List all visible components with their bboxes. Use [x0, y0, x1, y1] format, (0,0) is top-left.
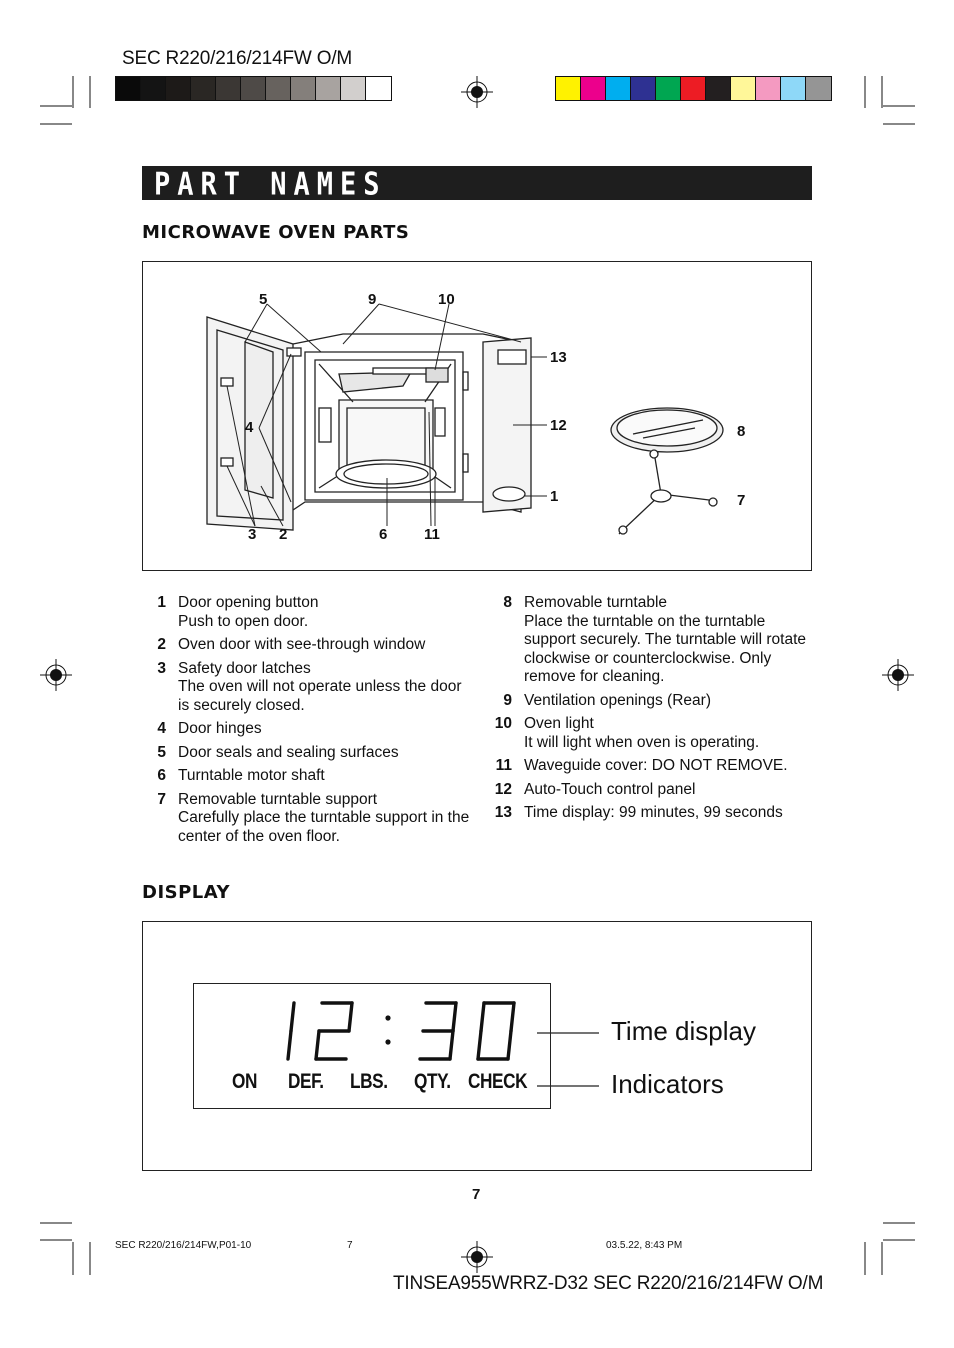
callout-10: 10 — [438, 291, 455, 308]
part-name: Door hinges — [178, 720, 262, 737]
indicator-qty: QTY. — [414, 1070, 451, 1093]
indicators-label: Indicators — [611, 1069, 724, 1099]
indicator-check: CHECK — [468, 1070, 528, 1093]
footer-document-code: TINSEA955WRRZ-D32 SEC R220/216/214FW O/M — [393, 1273, 824, 1294]
part-item — [142, 594, 472, 631]
part-name: Safety door latches — [178, 659, 311, 677]
part-number: 8 — [503, 594, 512, 611]
part-name: Door opening button — [178, 594, 319, 611]
lcd-digit — [316, 1003, 352, 1059]
footer-timestamp: 03.5.22, 8:43 PM — [606, 1240, 683, 1251]
section-heading-parts: MICROWAVE OVEN PARTS — [142, 222, 410, 243]
part-description: Carefully place the turntable support in the center of the oven floor. — [178, 809, 470, 845]
crop-mark-bottom-right — [865, 1223, 915, 1275]
callout-13: 13 — [550, 349, 567, 366]
lcd-indicators — [232, 1070, 542, 1096]
oven-parts-figure — [142, 261, 812, 571]
part-item — [488, 692, 813, 711]
part-name: Ventilation openings (Rear) — [524, 691, 711, 709]
crop-mark-top-left — [40, 76, 90, 124]
callout-leaders — [533, 1022, 603, 1092]
part-description: Place the turntable on the turntable support securely. The turntable will rotate clockwise or counterclockwise. Only remove for cleaning. — [524, 612, 807, 685]
section-heading-display: DISPLAY — [142, 882, 231, 903]
page-title-bar — [142, 166, 812, 203]
callout-1: 1 — [550, 488, 559, 505]
part-name: Auto-Touch control panel — [524, 780, 696, 798]
lcd-colon — [385, 1015, 390, 1044]
part-name: Door seals and sealing surfaces — [178, 743, 399, 761]
callout-6: 6 — [379, 526, 388, 543]
indicator-lbs: LBS. — [350, 1070, 388, 1093]
registration-mark-left — [40, 659, 72, 691]
footer-file-name: SEC R220/216/214FW,P01-10 — [115, 1240, 252, 1251]
part-number: 6 — [157, 767, 166, 784]
callout-7: 7 — [737, 492, 746, 509]
part-item — [488, 757, 813, 776]
part-item — [488, 715, 813, 752]
part-name: Waveguide cover: DO NOT REMOVE. — [524, 757, 788, 774]
page-title: PART NAMES — [154, 167, 387, 203]
part-number: 5 — [157, 743, 166, 761]
part-number: 4 — [157, 720, 166, 737]
part-number: 2 — [157, 636, 166, 653]
part-description: It will light when oven is operating. — [524, 733, 760, 751]
part-item — [142, 744, 472, 763]
lcd-panel — [193, 983, 551, 1109]
registration-mark-bottom — [461, 1241, 493, 1273]
part-name: Time display: 99 minutes, 99 seconds — [524, 804, 783, 821]
callout-5: 5 — [259, 291, 268, 308]
part-description: Push to open door. — [178, 612, 309, 630]
part-number: 1 — [157, 594, 166, 611]
part-number: 3 — [157, 659, 166, 677]
callout-8: 8 — [737, 423, 746, 440]
registration-mark-top — [461, 76, 493, 108]
part-number: 13 — [494, 804, 512, 821]
part-name: Removable turntable — [524, 594, 668, 611]
footer-page: 7 — [347, 1240, 353, 1251]
callout-9: 9 — [368, 291, 377, 308]
part-item — [142, 660, 472, 716]
part-item — [142, 720, 472, 739]
crop-mark-bottom-left — [40, 1223, 90, 1275]
lcd-digit — [478, 1003, 514, 1059]
parts-list-right — [488, 594, 813, 828]
part-item — [142, 767, 472, 786]
display-figure — [142, 921, 812, 1171]
document-label: SEC R220/216/214FW O/M — [122, 48, 353, 69]
part-number: 10 — [494, 715, 512, 732]
callout-2: 2 — [279, 526, 288, 543]
indicator-on: ON — [232, 1070, 258, 1093]
part-name: Oven door with see-through window — [178, 636, 426, 653]
part-item — [488, 781, 813, 800]
callout-4: 4 — [245, 419, 254, 436]
crop-mark-top-right — [865, 76, 915, 124]
lcd-digit — [420, 1003, 456, 1059]
part-item — [488, 594, 813, 687]
part-number: 11 — [495, 757, 512, 774]
part-name: Removable turntable support — [178, 790, 378, 808]
callout-3: 3 — [248, 526, 257, 543]
lcd-time-digits — [254, 1000, 534, 1062]
callout-11: 11 — [424, 526, 440, 543]
part-item — [488, 804, 813, 823]
part-description: The oven will not operate unless the door is securely closed. — [178, 678, 462, 714]
part-number: 12 — [494, 780, 512, 798]
part-name: Turntable motor shaft — [178, 767, 325, 784]
part-item — [142, 636, 472, 655]
part-number: 9 — [503, 691, 512, 709]
parts-list-left — [142, 594, 472, 851]
lcd-digit — [288, 1003, 294, 1059]
indicator-def: DEF. — [288, 1070, 324, 1093]
time-display-label: Time display — [611, 1016, 756, 1046]
part-name: Oven light — [524, 715, 594, 732]
callout-12: 12 — [550, 417, 567, 434]
oven-illustration — [143, 262, 810, 569]
registration-mark-right — [882, 659, 914, 691]
part-item — [142, 791, 472, 847]
part-number: 7 — [157, 790, 166, 808]
page-number: 7 — [472, 1186, 481, 1203]
